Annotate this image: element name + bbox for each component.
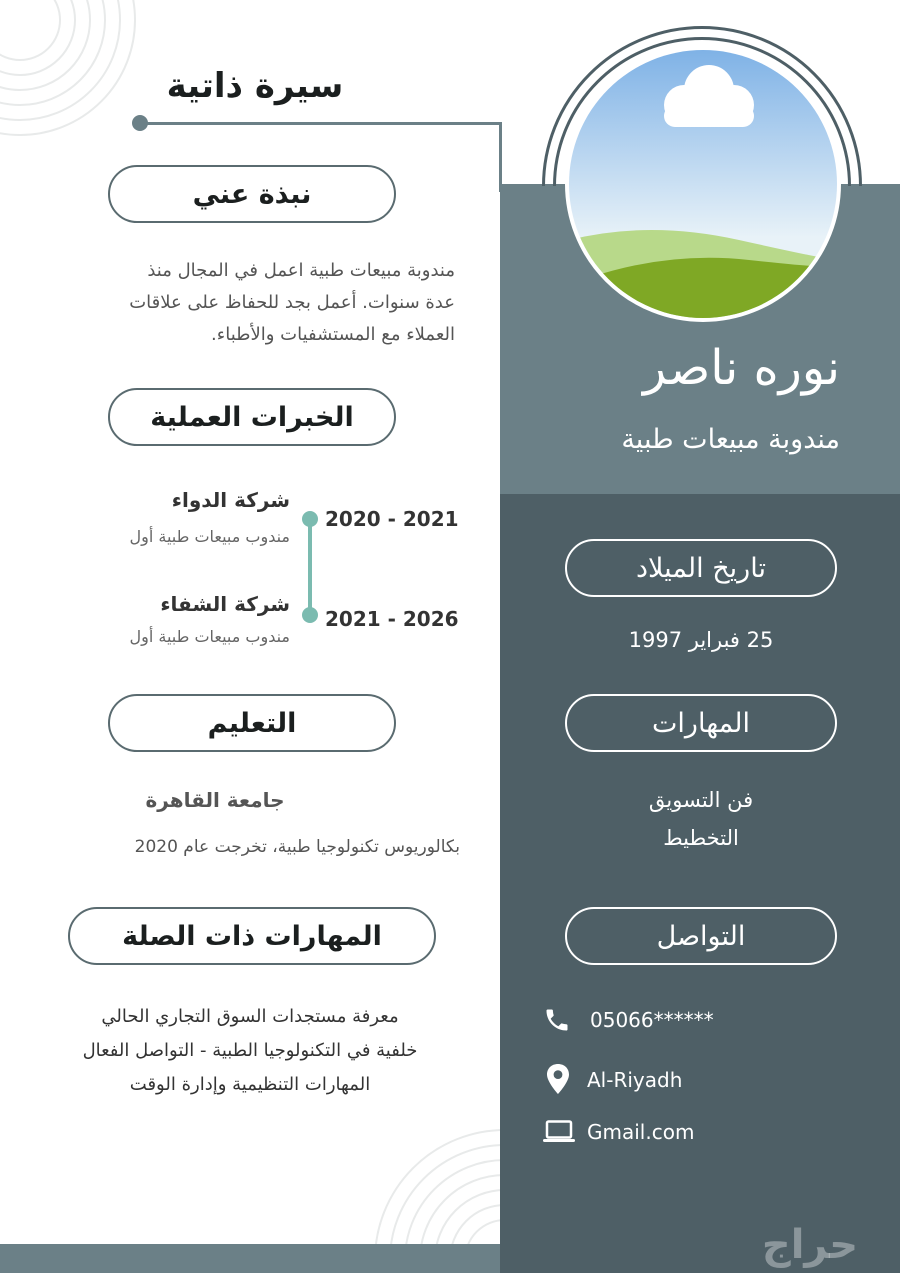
connector-dot <box>132 115 148 131</box>
contact-location: Al-Riyadh <box>587 1068 683 1092</box>
profile-photo <box>565 46 841 322</box>
experience-role: مندوب مبيعات طبية أول <box>129 627 290 646</box>
decorative-arcs-bottom <box>330 1100 505 1250</box>
skill-item: فن التسويق <box>648 788 754 812</box>
decorative-arcs-top-left <box>0 0 150 150</box>
cv-title: سيرة ذاتية <box>166 66 344 106</box>
related-skill-line: معرفة مستجدات السوق التجاري الحالي <box>101 1006 399 1027</box>
experience-company: شركة الدواء <box>171 488 290 512</box>
about-line: عدة سنوات. أعمل بجد للحفاظ على علاقات <box>129 292 455 313</box>
laptop-icon <box>543 1120 575 1144</box>
location-pin-icon <box>546 1064 570 1094</box>
education-heading: التعليم <box>207 707 297 739</box>
experience-period: 2021 - 2026 <box>325 607 459 631</box>
about-line: مندوبة مبيعات طبية اعمل في المجال منذ <box>147 260 455 281</box>
related-skills-heading: المهارات ذات الصلة <box>122 920 382 952</box>
education-heading-pill <box>108 694 396 752</box>
contact-heading: التواصل <box>656 920 746 952</box>
contact-email: Gmail.com <box>587 1120 695 1144</box>
contact-phone: 05066****** <box>590 1008 714 1032</box>
education-degree: بكالوريوس تكنولوجيا طبية، تخرجت عام 2020 <box>134 837 460 857</box>
experience-role: مندوب مبيعات طبية أول <box>129 527 290 546</box>
about-line: العملاء مع المستشفيات والأطباء. <box>211 324 455 345</box>
about-heading: نبذة عني <box>192 178 312 210</box>
birth-heading-pill <box>565 539 837 597</box>
related-skill-line: المهارات التنظيمية وإدارة الوقت <box>129 1074 371 1095</box>
skills-heading-pill <box>565 694 837 752</box>
connector-line-vertical <box>499 122 502 192</box>
timeline-dot <box>302 607 318 623</box>
related-skills-heading-pill <box>68 907 436 965</box>
landscape-placeholder-image <box>569 50 837 318</box>
related-skill-line: خلفية في التكنولوجيا الطبية - التواصل الفعال <box>82 1040 418 1061</box>
experience-heading-pill <box>108 388 396 446</box>
skills-heading: المهارات <box>652 707 750 739</box>
experience-company: شركة الشفاء <box>160 592 290 616</box>
education-university: جامعة القاهرة <box>145 788 285 812</box>
footer-bar <box>0 1244 500 1273</box>
phone-icon <box>543 1006 571 1034</box>
connector-line <box>140 122 502 125</box>
timeline-line <box>308 519 312 615</box>
contact-heading-pill <box>565 907 837 965</box>
profile-name: نوره ناصر <box>643 340 840 396</box>
related-skills-text <box>30 1000 470 1102</box>
timeline-dot <box>302 511 318 527</box>
about-text <box>30 255 455 351</box>
birth-date: 25 فبراير 1997 <box>628 628 774 652</box>
watermark: حراج <box>761 1222 859 1268</box>
sidebar-panel <box>500 494 900 1273</box>
about-heading-pill <box>108 165 396 223</box>
experience-heading: الخبرات العملية <box>150 401 354 433</box>
birth-heading: تاريخ الميلاد <box>636 552 766 584</box>
profile-job-title: مندوبة مبيعات طبية <box>621 424 840 455</box>
experience-period: 2020 - 2021 <box>325 507 459 531</box>
skill-item: التخطيط <box>663 826 739 850</box>
